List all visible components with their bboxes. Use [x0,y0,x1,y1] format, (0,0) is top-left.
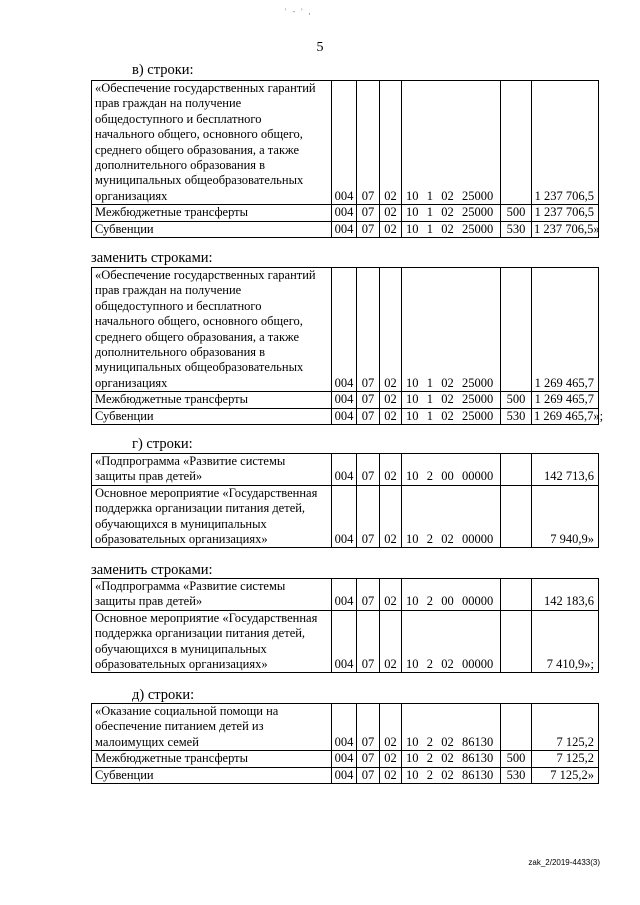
row-name: Субвенции [92,767,332,783]
row-rz: 07 [357,392,380,408]
table-row [92,408,599,424]
row-vr [501,268,532,392]
section-heading-replace-1: заменить строками: [91,250,213,266]
row-rz: 07 [357,268,380,392]
row-vr: 500 [501,392,532,408]
row-rz: 07 [357,485,380,548]
row-sum: 7 125,2 [532,751,599,767]
row-gr: 004 [332,610,357,673]
table-row [92,704,599,751]
row-sum: 142 713,6 [532,454,599,486]
row-vr: 530 [501,221,532,237]
row-vr: 500 [501,751,532,767]
row-sum: 1 237 706,5 [532,81,599,205]
row-pr: 02 [380,485,402,548]
row-pr: 02 [380,704,402,751]
table-row [92,610,599,673]
row-gr: 004 [332,268,357,392]
row-pr: 02 [380,221,402,237]
row-csr: 10 1 02 25000 [402,268,501,392]
row-csr: 10 1 02 25000 [402,205,501,221]
row-rz: 07 [357,579,380,611]
row-name: «Оказание социальной помощи на обеспечение питанием детей из малоимущих семей [92,704,332,751]
row-csr: 10 2 02 86130 [402,767,501,783]
row-name: Межбюджетные трансферты [92,751,332,767]
row-name: «Подпрограмма «Развитие системы защиты прав детей» [92,579,332,611]
page-number: 5 [316,40,324,55]
table-row [92,81,599,205]
table-section-replace-1 [91,267,604,425]
row-name: Основное мероприятие «Государственная поддержка организации питания детей, обучающихся в муниципальных образовательных организациях» [92,610,332,673]
section-heading-g: г) строки: [132,436,193,452]
row-name: Основное мероприятие «Государственная поддержка организации питания детей, обучающихся в муниципальных образовательных организациях» [92,485,332,548]
row-name: Субвенции [92,408,332,424]
row-pr: 02 [380,579,402,611]
table-section-replace-2 [91,578,599,673]
row-pr: 02 [380,454,402,486]
table-row [92,392,599,408]
table-row [92,205,599,221]
row-rz: 07 [357,205,380,221]
row-vr [501,81,532,205]
row-csr: 10 1 02 25000 [402,392,501,408]
section-heading-d: д) строки: [132,687,195,703]
row-vr [501,579,532,611]
row-csr: 10 1 02 25000 [402,81,501,205]
row-pr: 02 [380,81,402,205]
table-row [92,454,599,486]
row-pr: 02 [380,610,402,673]
row-rz: 07 [357,221,380,237]
row-sum: 7 125,2» [532,767,599,783]
table-row [92,268,599,392]
row-gr: 004 [332,485,357,548]
row-vr [501,454,532,486]
row-name: Межбюджетные трансферты [92,205,332,221]
row-sum: 1 269 465,7 [532,268,599,392]
row-pr: 02 [380,392,402,408]
footer-document-code: zak_2/2019-4433(3) [528,858,600,867]
table-row [92,579,599,611]
row-name: «Обеспечение государственных гарантий прав граждан на получение общедоступного и бесплатного начального общего, основного общего, среднего общего образования, а также дополнительного образования в муниципальных общеобразовательных организациях [92,268,332,392]
row-gr: 004 [332,205,357,221]
row-csr: 10 2 00 00000 [402,454,501,486]
row-rz: 07 [357,704,380,751]
row-name: «Подпрограмма «Развитие системы защиты прав детей» [92,454,332,486]
row-vr: 530 [501,767,532,783]
row-gr: 004 [332,704,357,751]
row-name: Субвенции [92,221,332,237]
table-section-d [91,703,599,784]
row-gr: 004 [332,392,357,408]
row-rz: 07 [357,81,380,205]
table-row [92,221,599,237]
row-sum: 1 237 706,5» [532,221,599,237]
row-vr [501,610,532,673]
row-sum: 1 237 706,5 [532,205,599,221]
row-vr: 500 [501,205,532,221]
row-pr: 02 [380,767,402,783]
row-gr: 004 [332,221,357,237]
row-gr: 004 [332,81,357,205]
row-rz: 07 [357,454,380,486]
row-rz: 07 [357,610,380,673]
row-csr: 10 2 02 00000 [402,485,501,548]
section-heading-v: в) строки: [132,62,194,78]
row-sum: 7 125,2 [532,704,599,751]
row-sum: 1 269 465,7 [532,392,599,408]
row-csr: 10 1 02 25000 [402,221,501,237]
section-heading-replace-2: заменить строками: [91,562,213,578]
row-vr [501,704,532,751]
row-gr: 004 [332,579,357,611]
row-gr: 004 [332,751,357,767]
row-csr: 10 2 02 86130 [402,704,501,751]
row-gr: 004 [332,767,357,783]
row-name: «Обеспечение государственных гарантий прав граждан на получение общедоступного и бесплатного начального общего, основного общего, среднего общего образования, а также дополнительного образования в муниципальных общеобразовательных организациях [92,81,332,205]
row-csr: 10 2 00 00000 [402,579,501,611]
row-rz: 07 [357,408,380,424]
row-sum: 7 940,9» [532,485,599,548]
row-csr: 10 2 02 86130 [402,751,501,767]
row-vr [501,485,532,548]
row-pr: 02 [380,751,402,767]
table-row [92,485,599,548]
scan-marks: ' - ' , [285,7,313,16]
row-pr: 02 [380,268,402,392]
row-pr: 02 [380,205,402,221]
row-rz: 07 [357,751,380,767]
row-gr: 004 [332,454,357,486]
row-rz: 07 [357,767,380,783]
table-row [92,751,599,767]
table-section-g [91,453,599,548]
row-gr: 004 [332,408,357,424]
table-section-v [91,80,599,238]
row-sum: 1 269 465,7»; [532,408,599,424]
row-csr: 10 2 02 00000 [402,610,501,673]
row-sum: 142 183,6 [532,579,599,611]
row-name: Межбюджетные трансферты [92,392,332,408]
row-pr: 02 [380,408,402,424]
row-vr: 530 [501,408,532,424]
row-csr: 10 1 02 25000 [402,408,501,424]
table-row [92,767,599,783]
row-sum: 7 410,9»; [532,610,599,673]
